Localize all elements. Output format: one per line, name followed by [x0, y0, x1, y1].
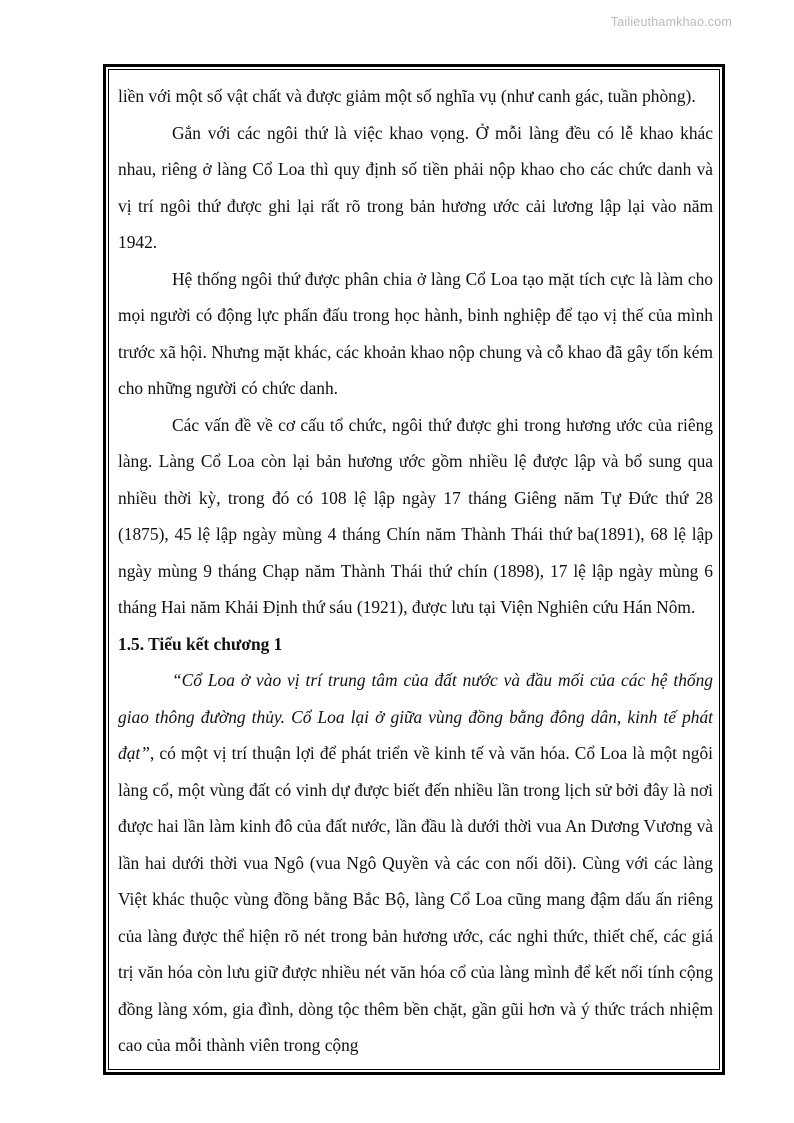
paragraph-tieu-ket-rest: , có một vị trí thuận lợi để phát triển về kinh tế và văn hóa. Cổ Loa là một ngôi làng cổ, một vùng đất có vinh dự được biết đến nhiều lần trong lịch sử bởi đây là nơi được hai lần làm kinh đô của đất nước, lần đầu là dưới thời vua An Dương Vương và lần hai dưới thời vua Ngô (vua Ngô Quyền và các con nối dõi). Cùng với các làng Việt khác thuộc vùng đồng bằng Bắc Bộ, làng Cổ Loa cũng mang đậm dấu ấn riêng của làng được thể hiện rõ nét trong bản hương ước, các nghi thức, thiết chế, các giá trị văn hóa còn lưu giữ được nhiều nét văn hóa cổ của làng mình để kết nối tính cộng đồng làng xóm, gia đình, dòng tộc thêm bền chặt, gần gũi hơn và ý thức trách nhiệm cao của mỗi thành viên trong cộng	[118, 743, 713, 1055]
quoted-passage: “Cổ Loa ở vào vị trí trung tâm của đất nước và đầu mối của các hệ thống giao thông đường thủy. Cổ Loa lại ở giữa vùng đồng bằng đông dân, kinh tế phát đạt”	[118, 670, 713, 763]
document-body	[118, 78, 713, 1069]
paragraph-tieu-ket	[118, 662, 713, 1064]
paragraph-he-thong-ngoi-thu: Hệ thống ngôi thứ được phân chia ở làng Cổ Loa tạo mặt tích cực là làm cho mọi người có động lực phấn đấu trong học hành, binh nghiệp để tạo vị thế của mình trước xã hội. Nhưng mặt khác, các khoản khao nộp chung và cỗ khao đã gây tốn kém cho những người có chức danh.	[118, 268, 713, 398]
paragraph-co-cau-to-chuc: Các vấn đề về cơ cấu tổ chức, ngôi thứ được ghi trong hương ước của riêng làng. Làng Cổ Loa còn lại bản hương ước gồm nhiều lệ được lập và bổ sung qua nhiều thời kỳ, trong đó có 108 lệ lập ngày 17 tháng Giêng năm Tự Đức thứ 28 (1875), 45 lệ lập ngày mùng 4 tháng Chín năm Thành Thái thứ ba(1891), 68 lệ lập ngày mùng 9 tháng Chạp năm Thành Thái thứ chín (1898), 17 lệ lập ngày mùng 6 tháng Hai năm Khải Định thứ sáu (1921), được lưu tại Viện Nghiên cứu Hán Nôm.	[118, 414, 713, 617]
paragraph-continuation: liền với một số vật chất và được giảm một số nghĩa vụ (như canh gác, tuần phòng).	[118, 86, 696, 106]
paragraph-khao-vong: Gắn với các ngôi thứ là việc khao vọng. Ở mỗi làng đều có lễ khao khác nhau, riêng ở làng Cổ Loa thì quy định số tiền phải nộp khao cho các chức danh và vị trí ngôi thứ được ghi lại rất rõ trong bản hương ước cải lương lập lại vào năm 1942.	[118, 122, 713, 252]
page-border-inner	[108, 69, 720, 1070]
page-border-outer	[103, 64, 725, 1075]
site-watermark: Tailieuthamkhao.com	[610, 15, 732, 29]
section-heading-1-5: 1.5. Tiểu kết chương 1	[118, 633, 283, 654]
